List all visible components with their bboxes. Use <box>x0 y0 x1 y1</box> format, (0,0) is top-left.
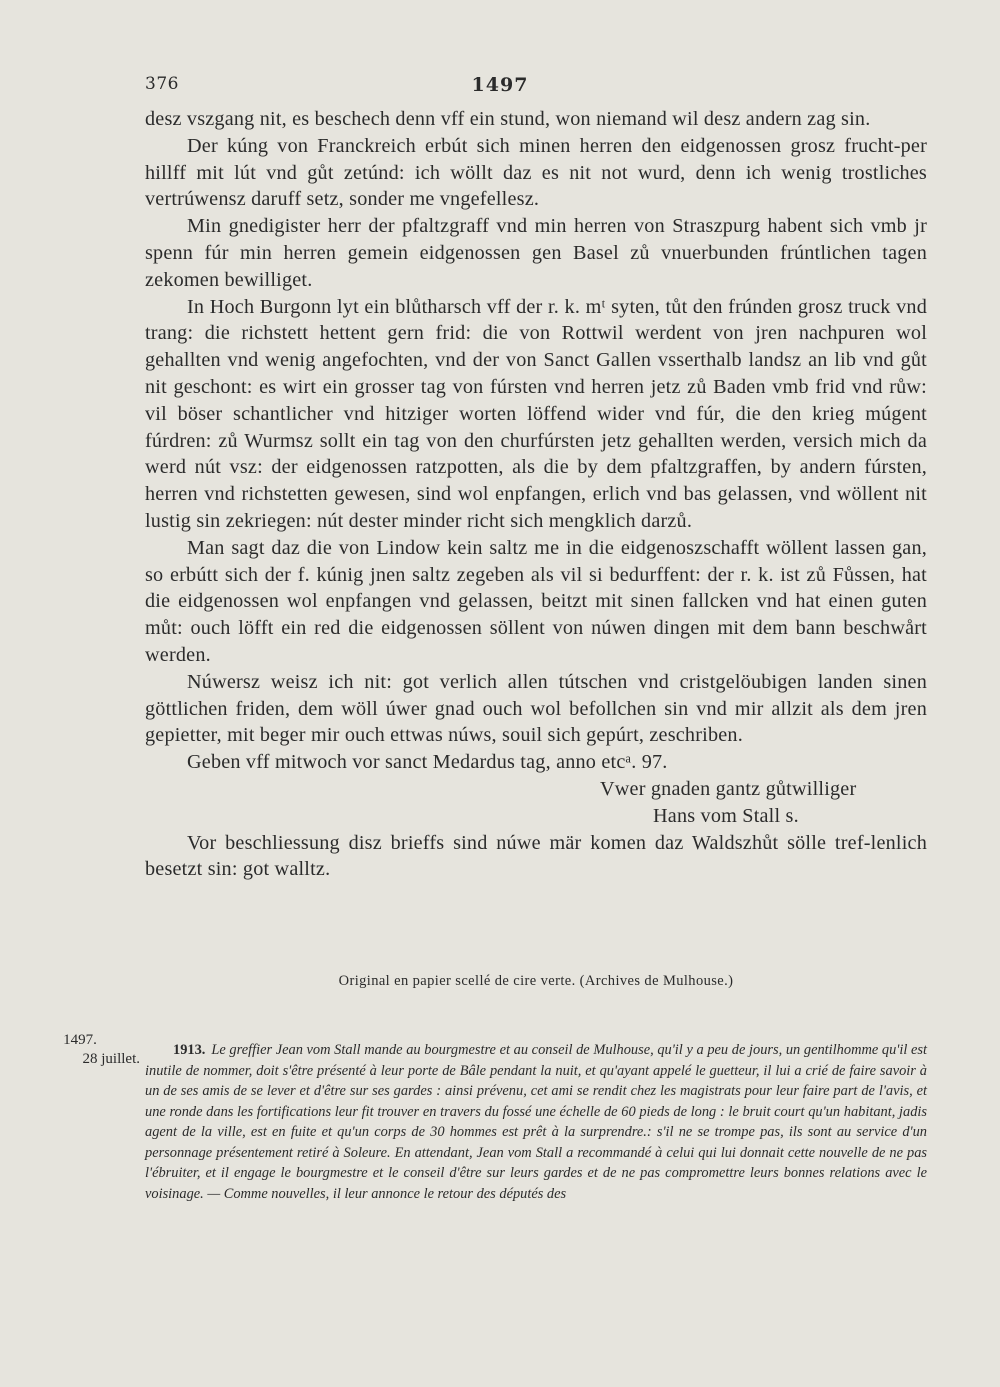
postscript: Vor beschliessung disz brieffs sind núwe mär komen daz Waldszhůt sölle tref-lenlich besetzt sin: got walltz. <box>145 831 927 881</box>
entry-summary <box>145 1040 927 1204</box>
letter-paragraph: In Hoch Burgonn lyt ein blůtharsch vff der r. k. mᵗ syten, tůt den frúnden grosz truck vnd trang: die richstett hettent gern frid: die von Rottwil werdent von jren nachpuren wol gehallten vnd wenig angefochten, vnd der von Sanct Gallen vsserthalb landsz an lib vnd gůt nit geschont: es wirt ein grosser tag von fúrsten vnd herren jetz zů Baden vmb frid vnd růw: vil böser schantlicher vnd hitziger worten löffend wider vnd fúr, die den krieg múgent fúrdren: zů Wurmsz sollt ein tag von den churfúrsten jetz gehallten werden, versich mich da werd nút vsz: der eidgenossen ratzpotten, als die by dem pfaltzgraffen, by andern fúrsten, herren vnd richstetten gewesen, sind wol enpfangen, erlich vnd bas gelassen, vnd wöllent nit lustig sin zekriegen: nút dester minder richt sich mengklich darzů. <box>145 295 927 532</box>
signature-closing: Vwer gnaden gantz gůtwilliger <box>600 777 857 800</box>
letter-paragraph: desz vszgang nit, es beschech denn vff ein stund, won niemand wil desz andern zag sin. <box>145 108 871 130</box>
running-head-year: 1497 <box>471 74 529 96</box>
source-note: Original en papier scellé de cire verte. (Archives de Mulhouse.) <box>338 973 734 989</box>
page-number: 376 <box>145 74 179 94</box>
letter-paragraph: Man sagt daz die von Lindow kein saltz me in die eidgenoszschafft wöllent lassen gan, so erbútt sich der f. kúnig jnen saltz zegeben als vil si bedurffent: der r. k. ist zů Fůssen, hat die eidgenossen wol enpfangen vnd gelassen, beitzt mit sinen fallcken vnd hat einen guten můt: ouch löfft ein red die eidgenossen söllent von núwen dingen mit dem bann beschwårt werden. <box>145 536 927 666</box>
signature-name: Hans vom Stall s. <box>653 804 799 827</box>
entry-summary-text: Le greffier Jean vom Stall mande au bourgmestre et au conseil de Mulhouse, qu'il y a peu de jours, un gentilhomme qu'il est inutile de nommer, doit s'être présenté à leur porte de Bâle pendant la nuit, et qu'ayant appelé le guetteur, il lui a crié de faire savoir à un de ses amis de se lever et d'être sur ses gardes : ainsi prévenu, cet ami se rendit chez les magistrats pour leur faire part de l'avis, et une ronde dans les fortifications leur fit trouver en travers du fossé une échelle de 60 pieds de long : le bruit court qu'un habitant, jadis agent de la ville, est en fuite et qu'un corps de 30 hommes est prêt à la surprendre.: s'il ne se trompe pas, ils sont au service d'un personnage présentement retiré à Soleure. En attendant, Jean vom Stall a recommandé à celui qui lui donnait cette nouvelle de ne pas l'ébruiter, et il engage le bourgmestre et le conseil d'être sur leurs gardes et de ne pas compromettre leurs bonnes relations avec le voisinage. — Comme nouvelles, il leur annonce le retour des députés des <box>145 1042 927 1202</box>
letter-dateline: Geben vff mitwoch vor sanct Medardus tag, anno etcᵃ. 97. <box>187 751 668 774</box>
letter-paragraph: Der kúng von Franckreich erbút sich minen herren den eidgenossen grosz frucht-per hillff mit lút vnd gůt zetúnd: ich wöllt daz es nit not wurd, denn ich wenig trostliches vertrúwensz daruff setz, sonder me vngefellesz. <box>145 134 927 211</box>
margin-year: 1497. <box>63 1032 97 1048</box>
letter-paragraph: Núwersz weisz ich nit: got verlich allen tútschen vnd cristgelöubigen landen sinen göttlichen friden, dem wöll úwer gnad ouch wol befollchen sin vnd mir allzit als dem jren gepietter, mit beger mir ouch ettwas núws, souil sich gepúrt, zeschriben. <box>145 670 927 747</box>
entry-number: 1913. <box>173 1042 206 1058</box>
margin-day: 28 juillet. <box>82 1051 140 1067</box>
letter-paragraph: Min gnedigister herr der pfaltzgraff vnd min herren von Straszpurg habent sich vmb jr spenn fúr min herren gemein eidgenossen gen Basel zů vnuerbunden frúntlichen tagen zekomen bewilliget. <box>145 215 927 291</box>
letter-text <box>145 106 927 883</box>
margin-date <box>40 1031 140 1069</box>
